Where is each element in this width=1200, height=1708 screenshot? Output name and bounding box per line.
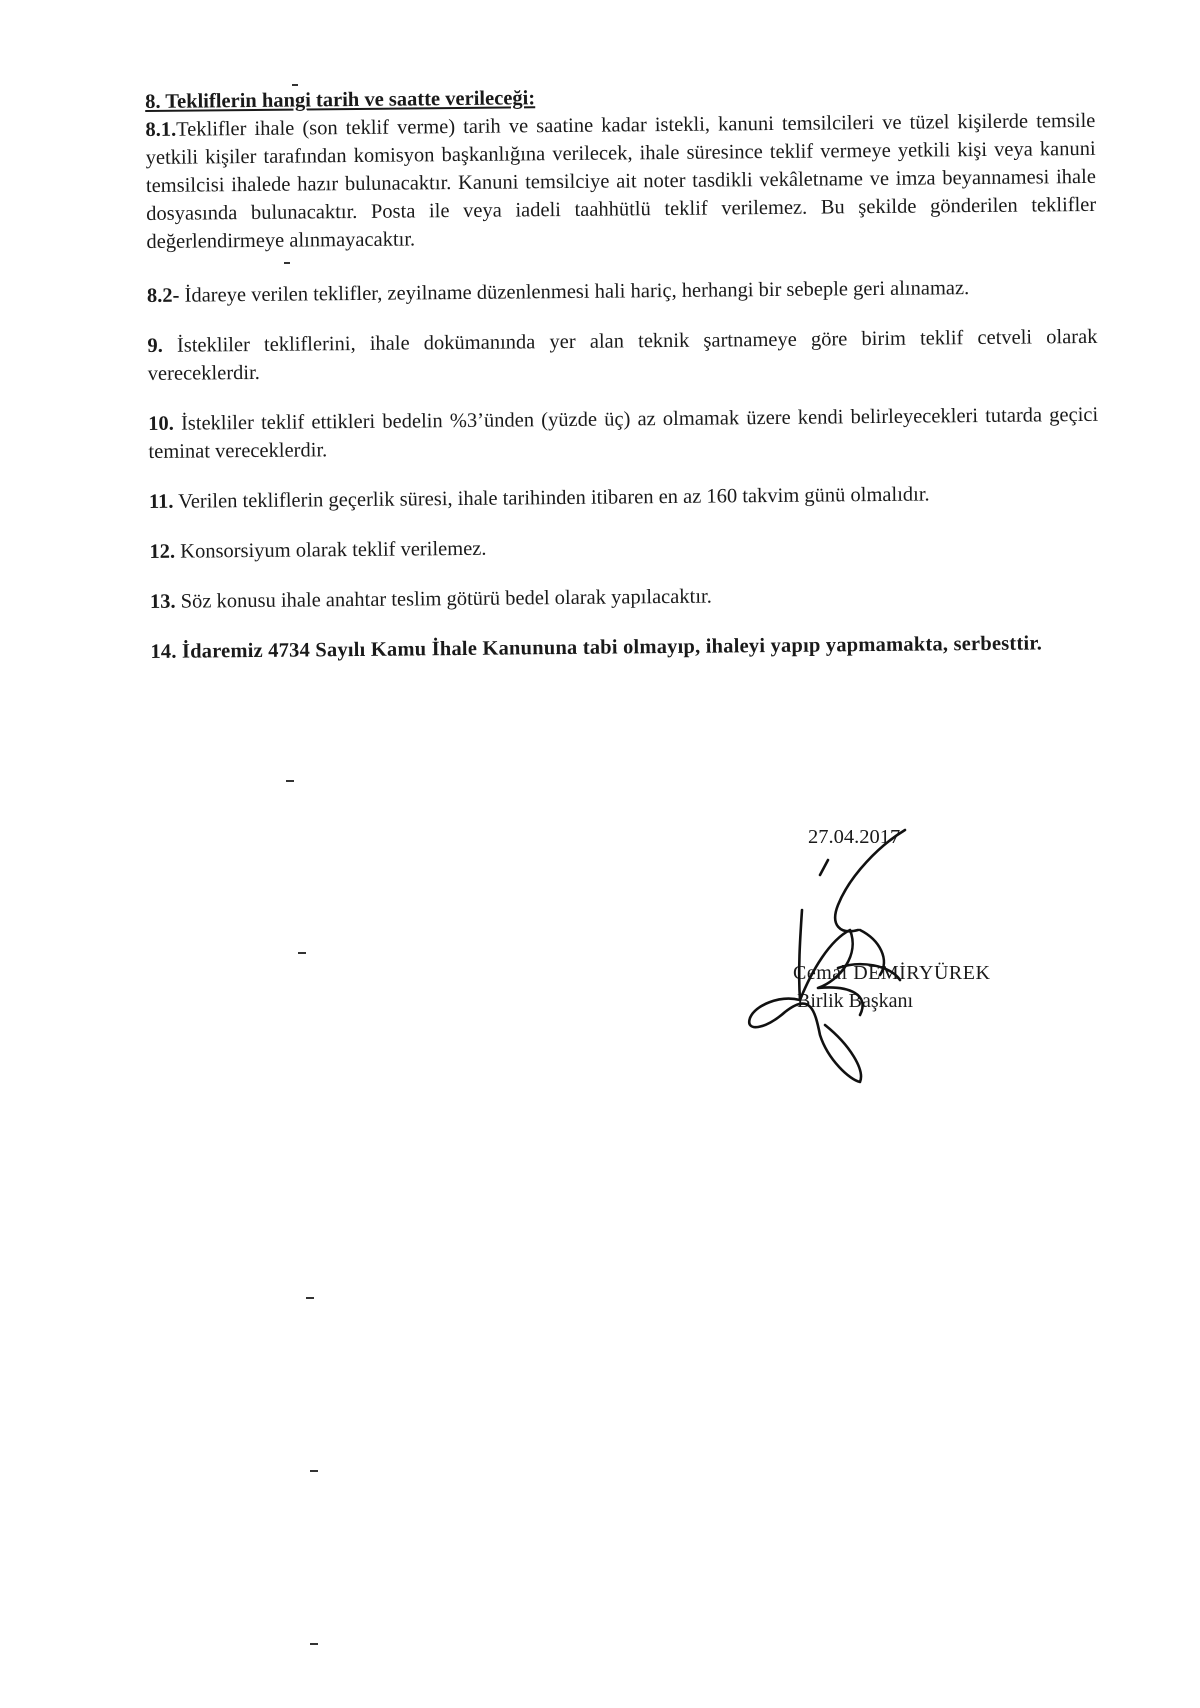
document-body (145, 79, 1101, 666)
item-13-number: 13. (149, 590, 176, 613)
scan-mark (284, 262, 290, 264)
signatory-title: Birlik Başkanı (797, 990, 914, 1012)
item-9-number: 9. (147, 334, 163, 357)
section-8-heading: 8. Tekliflerin hangi tarih ve saatte verileceği: (145, 87, 536, 113)
scan-mark (306, 1297, 314, 1299)
item-11-text: Verilen tekliflerin geçerlik süresi, ihale tarihinden itibaren en az 160 takvim günü olmalıdır. (173, 483, 930, 513)
item-13-text: Söz konusu ihale anahtar teslim götürü bedel olarak yapılacaktır. (175, 585, 712, 613)
paragraph-8-2 (147, 273, 1097, 310)
paragraph-8-1-number: 8.1. (145, 118, 177, 141)
scan-mark (310, 1643, 318, 1645)
item-12 (149, 529, 1099, 566)
handwritten-signature (740, 820, 960, 1090)
scan-mark (286, 780, 294, 782)
scan-mark (292, 84, 298, 86)
document-date: 27.04.2017 (808, 826, 901, 848)
item-13 (150, 579, 1100, 616)
paragraph-8-2-text: İdareye verilen teklifler, zeyilname düzenlenmesi hali hariç, herhangi bir sebeple geri alınamaz. (179, 277, 970, 307)
signatory-name: Cemal DEMİRYÜREK (793, 962, 991, 984)
item-9-text: İstekliler tekliflerini, ihale dokümanında yer alan teknik şartnameye göre birim teklif cetveli olarak vereceklerdir. (147, 325, 1098, 385)
item-11-number: 11. (148, 490, 174, 513)
item-14: 14. İdaremiz 4734 Sayılı Kamu İhale Kanununa tabi olmayıp, ihaleyi yapıp yapmamakta, serbesttir. (150, 632, 1043, 663)
paragraph-8-1 (145, 107, 1096, 256)
item-12-number: 12. (149, 540, 176, 563)
item-9 (147, 323, 1097, 388)
paragraph-8-1-text: Teklifler ihale (son teklif verme) tarih ve saatine kadar istekli, kanuni temsilcileri ve tüzel kişilerde temsile yetkili kişiler tarafından komisyon başkanlığına verilecek, ihale süresince teklif vermeye yetkili kişi veya kanuni temsilcisi ihalede hazır bulunacaktır. Kanuni temsilciye ait noter tasdikli vekâletname ve imza beyannamesi ihale dosyasında bulunacaktır. Posta ile veya iadeli taahhütlü teklif verilemez. Bu şekilde gönderilen teklifler değerlendirmeye alınmayacaktır. (145, 109, 1097, 253)
scan-mark (298, 952, 306, 954)
item-10-number: 10. (148, 412, 174, 435)
item-11 (149, 479, 1099, 516)
scan-mark (310, 1470, 318, 1472)
item-10-text: İstekliler teklif ettikleri bedelin %3’ünden (yüzde üç) az olmamak üzere kendi belirleyecekleri tutarda geçici teminat vereceklerdir. (148, 403, 1099, 463)
item-10 (148, 401, 1098, 466)
item-12-text: Konsorsiyum olarak teklif verilemez. (174, 537, 487, 563)
paragraph-8-2-number: 8.2- (146, 284, 180, 307)
